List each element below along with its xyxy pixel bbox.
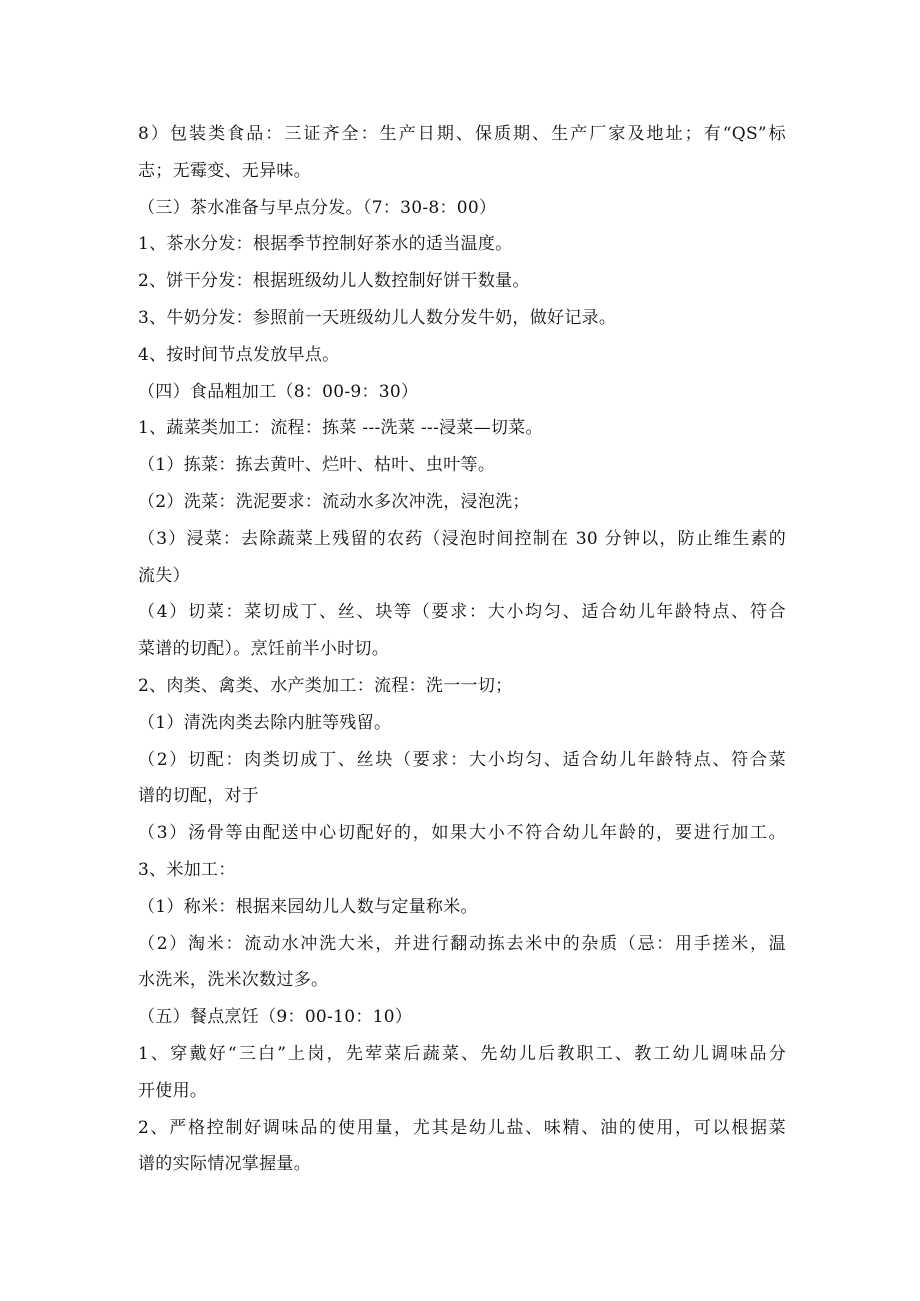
text-line: 谱的实际情况掌握量。	[138, 1154, 311, 1175]
text-line: 志；无霉变、无异味。	[138, 160, 311, 181]
text-line: 1、穿戴好“三白”上岗，先荤菜后蔬菜、先幼儿后教职工、教工幼儿调味品分	[138, 1043, 786, 1064]
text-line: 菜谱的切配）。烹饪前半小时切。	[138, 639, 389, 660]
text-line: （4）切菜：菜切成丁、丝、块等（要求：大小均匀、适合幼儿年龄特点、符合	[138, 602, 786, 623]
text-line: 水洗米，洗米次数过多。	[138, 970, 329, 991]
document-body	[138, 116, 786, 1183]
text-line: 谱的切配，对于	[138, 786, 260, 807]
text-line: 3、牛奶分发：参照前一天班级幼儿人数分发牛奶，做好记录。	[138, 307, 617, 328]
text-line: 3、米加工：	[138, 859, 236, 880]
text-line: （3）汤骨等由配送中心切配好的，如果大小不符合幼儿年龄的，要进行加工。	[138, 823, 786, 844]
text-line: （2）洗菜：洗泥要求：流动水多次冲洗，浸泡洗；	[138, 491, 530, 512]
text-line: 8）包装类食品：三证齐全：生产日期、保质期、生产厂家及地址；有“QS”标	[138, 124, 786, 144]
text-line: 2、严格控制好调味品的使用量，尤其是幼儿盐、味精、油的使用，可以根据菜	[138, 1117, 786, 1138]
text-line: （1）拣菜：拣去黄叶、烂叶、枯叶、虫叶等。	[138, 455, 496, 476]
text-line: 1、茶水分发：根据季节控制好茶水的适当温度。	[138, 234, 513, 255]
text-line: （五）餐点烹饪（9：00-10：10）	[138, 1007, 413, 1028]
text-line: 2、饼干分发：根据班级幼儿人数控制好饼干数量。	[138, 271, 530, 292]
text-line: （1）称米：根据来园幼儿人数与定量称米。	[138, 896, 478, 917]
text-line: （三）茶水准备与早点分发。（7：30-8：00）	[138, 197, 497, 218]
text-line: （2）切配：肉类切成丁、丝块（要求：大小均匀、适合幼儿年龄特点、符合菜	[138, 749, 786, 770]
text-line: 开使用。	[138, 1080, 208, 1101]
text-line: （1）清洗肉类去除内脏等残留。	[138, 712, 392, 733]
text-line: 2、肉类、禽类、水产类加工：流程：洗一一切；	[138, 675, 513, 696]
text-line: （2）淘米：流动水冲洗大米，并进行翻动拣去米中的杂质（忌：用手搓米，温	[138, 933, 786, 954]
text-line: （四）食品粗加工（8：00-9：30）	[138, 381, 419, 402]
text-line: （3）浸菜：去除蔬菜上残留的农药（浸泡时间控制在 30 分钟以，防止维生素的	[138, 528, 786, 549]
text-line: 流失）	[138, 565, 190, 586]
text-line: 1、蔬菜类加工：流程：拣菜 ---洗菜 ---浸菜—切菜。	[138, 418, 543, 439]
text-line: 4、按时间节点发放早点。	[138, 344, 340, 365]
